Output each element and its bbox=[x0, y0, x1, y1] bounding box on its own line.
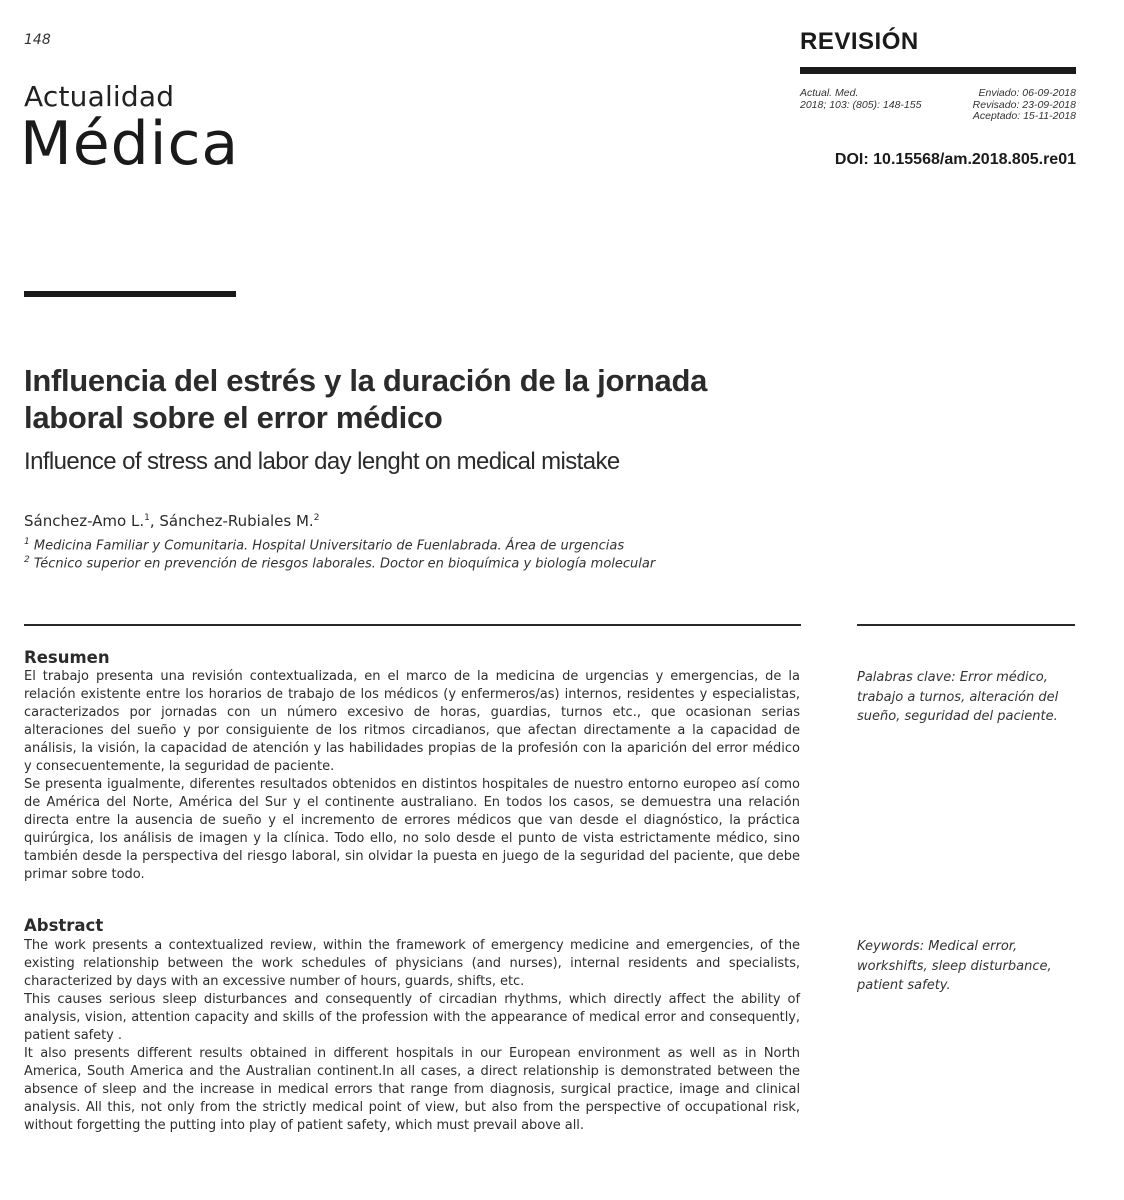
citation-journal: Actual. Med. bbox=[800, 87, 859, 99]
journal-name-line1: Actualidad bbox=[24, 80, 175, 113]
doi: DOI: 10.15568/am.2018.805.re01 bbox=[834, 151, 1076, 168]
date-revised: Revisado: 23-09-2018 bbox=[972, 98, 1076, 111]
journal-name-line2: Médica bbox=[20, 109, 240, 179]
affiliation-text: Técnico superior en prevención de riesgos laborales. Doctor en bioquímica y biología molecular bbox=[33, 556, 656, 572]
title-rule bbox=[24, 291, 236, 297]
author-name: Sánchez-Amo L. bbox=[24, 512, 145, 530]
abstract-body bbox=[24, 937, 800, 1135]
resumen-paragraph: El trabajo presenta una revisión contextualizada, en el marco de la medicina de urgencias y emergencias, de la relación existente entre los horarios de trabajo de los médicos (y enfermeros/as) internos, residentes y especialistas, caracterizados por jornadas con un número excesivo de horas, guardias, turnos etc., que ocasionan serias alteraciones del sueño y por consiguiente de los ritmos circadianos, que afectan directamente a la capacidad de análisis, la visión, la capacidad de atención y las habilidades propias de la profesión con la aparición del error médico y consecuentemente, la seguridad de paciente. bbox=[24, 669, 800, 774]
author-sup: 1 bbox=[144, 513, 150, 523]
palabras-clave: Palabras clave: Error médico, trabajo a turnos, alteración del sueño, seguridad del paciente. bbox=[857, 670, 1059, 724]
resumen-paragraph: Se presenta igualmente, diferentes resultados obtenidos en distintos hospitales de nuestro entorno europeo así como de América del Norte, América del Sur y el continente australiano. En todos los casos, se demuestra una relación directa entre la ausencia de sueño y el incremento de errores médicos que van desde el diagnóstico, la práctica quirúrgica, los análisis de imagen y la clínica. Todo ello, no solo desde el punto de vista estrictamente médico, sino también desde la perspectiva del riesgo laboral, sin olvidar la puesta en juego de la seguridad del paciente, que debe primar sobre todo. bbox=[24, 777, 800, 882]
affiliation-1 bbox=[24, 537, 624, 553]
author-sup: 2 bbox=[313, 513, 320, 523]
section-label: REVISIÓN bbox=[800, 28, 919, 55]
citation-ref: 2018; 103: (805): 148-155 bbox=[800, 98, 922, 111]
main-column-rule bbox=[24, 624, 801, 626]
keywords: Keywords: Medical error, workshifts, sleep disturbance, patient safety. bbox=[857, 939, 1052, 993]
date-sent: Enviado: 06-09-2018 bbox=[978, 87, 1076, 99]
resumen-body bbox=[24, 668, 800, 884]
affiliation-2 bbox=[24, 555, 655, 571]
abstract-heading: Abstract bbox=[24, 916, 104, 935]
authors bbox=[24, 512, 319, 530]
author-name: Sánchez-Rubiales M. bbox=[159, 512, 314, 530]
citation-info bbox=[800, 88, 921, 111]
dates-info bbox=[930, 88, 1076, 123]
resumen-heading: Resumen bbox=[24, 648, 110, 667]
date-accepted: Aceptado: 15-11-2018 bbox=[972, 110, 1076, 122]
abstract-paragraph: The work presents a contextualized review, within the framework of emergency medicine and emergencies, of the existing relationship between the work schedules of physicians (and nurses), internal residents and specialists, characterized by days with an excessive number of hours, guards, shifts, etc. bbox=[24, 938, 800, 989]
article-title-en: Influence of stress and labor day lenght on medical mistake bbox=[24, 448, 620, 475]
side-column-rule bbox=[857, 624, 1075, 626]
article-title-es: Influencia del estrés y la duración de la jornada laboral sobre el error médico bbox=[24, 363, 708, 435]
abstract-paragraph: This causes serious sleep disturbances and consequently of circadian rhythms, which directly affect the ability of analysis, vision, attention capacity and skills of the profession with the appearance of medical error and consequently, patient safety . bbox=[24, 992, 800, 1043]
affiliation-sup: 1 bbox=[24, 537, 30, 547]
abstract-paragraph: It also presents different results obtained in different hospitals in our European environment as well as in North America, South America and the Australian continent.In all cases, a direct relationship is demonstrated between the absence of sleep and the increase in medical errors that range from diagnosis, surgical practice, image and clinical analysis. All this, not only from the strictly medical point of view, but also from the perspective of occupational risk, without forgetting the putting into play of patient safety, which must prevail above all. bbox=[24, 1046, 800, 1133]
affiliation-text: Medicina Familiar y Comunitaria. Hospital Universitario de Fuenlabrada. Área de urgencias bbox=[33, 538, 625, 554]
page-number: 148 bbox=[24, 32, 51, 48]
author-separator: , bbox=[149, 512, 160, 530]
section-rule bbox=[800, 67, 1076, 74]
affiliation-sup: 2 bbox=[24, 555, 30, 565]
